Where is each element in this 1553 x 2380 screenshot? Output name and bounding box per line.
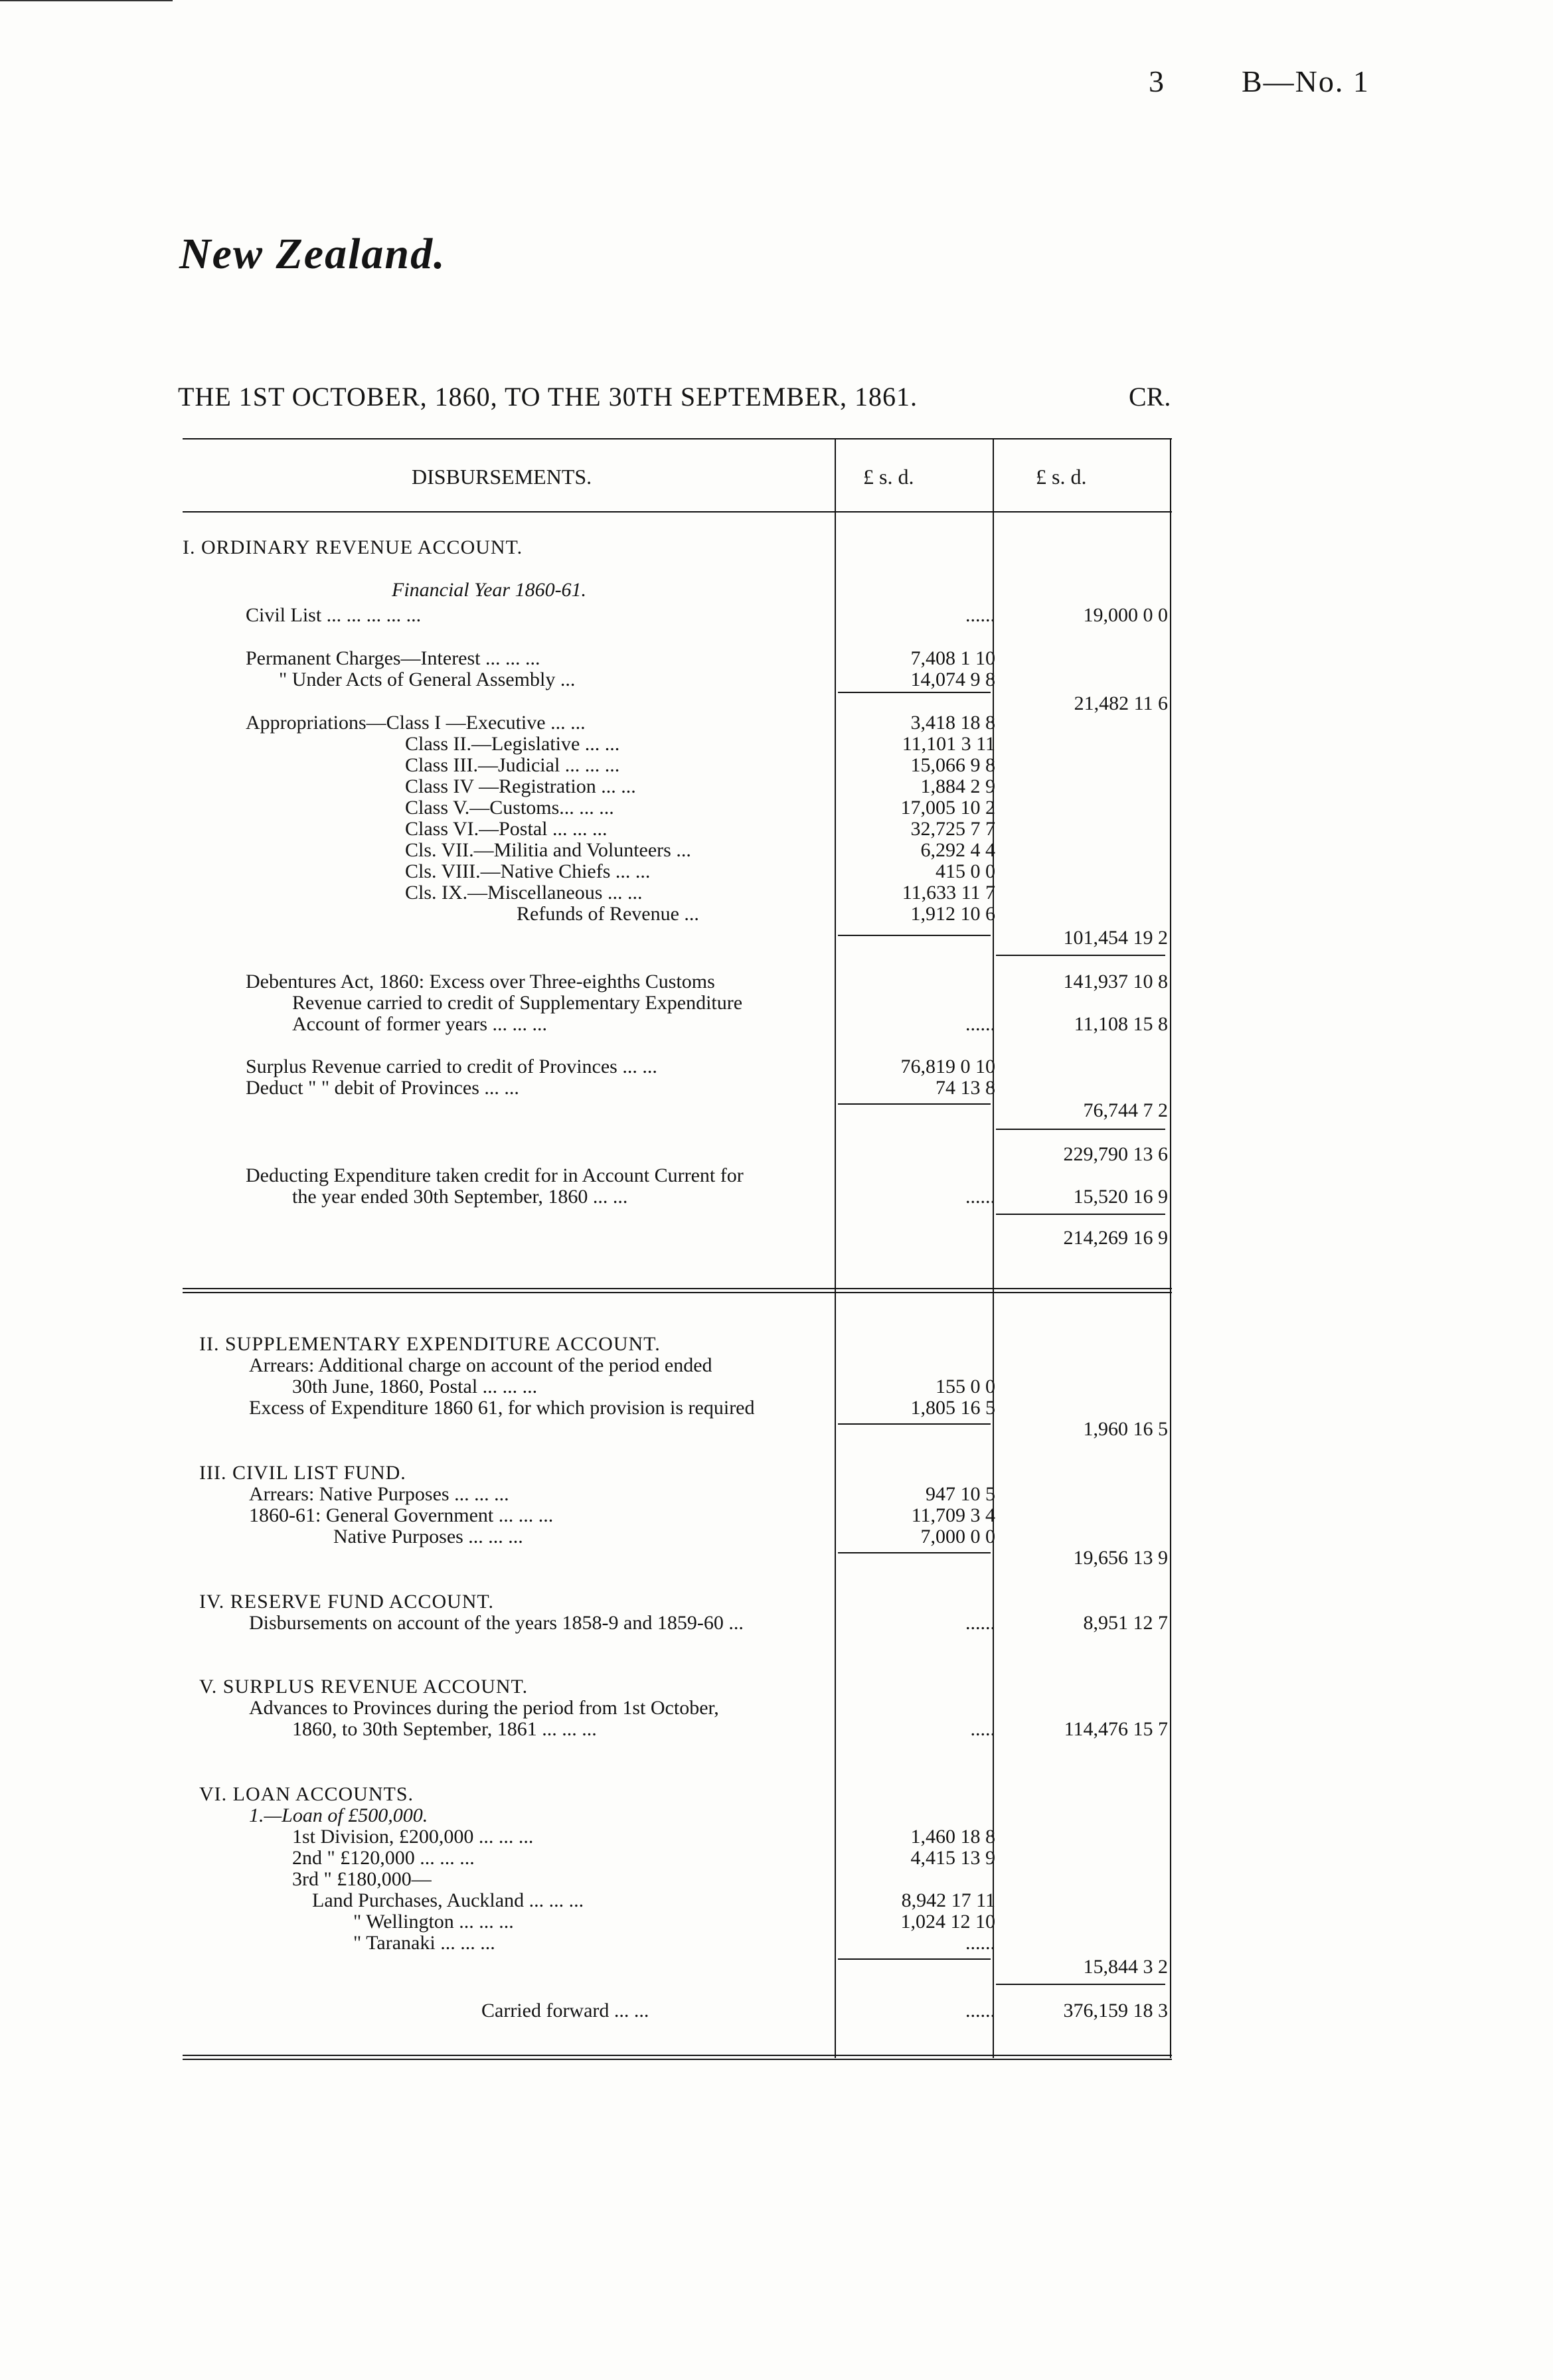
section-title-ordinary-revenue: I. ORDINARY REVENUE ACCOUNT. xyxy=(183,536,523,558)
surplus-acct-col2: 114,476 15 7 xyxy=(1064,1718,1168,1740)
surplus-sum-rule xyxy=(838,1103,991,1105)
header-bottom-rule xyxy=(183,511,1172,513)
approp-value: 6,292 4 4 xyxy=(920,839,995,861)
loan-row: 1st Division, £200,000 ... ... ... xyxy=(292,1826,534,1848)
approp-value: 3,418 18 8 xyxy=(910,712,995,734)
section-title-reserve-fund: IV. RESERVE FUND ACCOUNT. xyxy=(199,1591,495,1613)
supp-line-2-col1: 155 0 0 xyxy=(936,1376,995,1397)
surplus-revenue-col1: 76,819 0 10 xyxy=(900,1056,995,1077)
deducting-line-1: Deducting Expenditure taken credit for in Account Current for xyxy=(246,1164,744,1186)
loan-row: 3rd " £180,000— xyxy=(292,1868,432,1890)
section1-total: 214,269 16 9 xyxy=(1063,1227,1168,1249)
approp-row: Cls. VII.—Militia and Volunteers ... xyxy=(405,839,691,861)
civil-fund-value: 11,709 3 4 xyxy=(911,1504,995,1526)
approp-value: 415 0 0 xyxy=(936,860,995,882)
loan-value: 8,942 17 11 xyxy=(901,1889,995,1911)
permanent-sum-rule xyxy=(838,692,991,693)
supp-line-2: 30th June, 1860, Postal ... ... ... xyxy=(292,1376,538,1397)
section1-total-rule xyxy=(996,1214,1165,1215)
loan-value: 1,024 12 10 xyxy=(900,1911,995,1933)
surplus-acct-col1: ..... xyxy=(970,1718,995,1740)
subtotal-2: 229,790 13 6 xyxy=(1063,1143,1168,1165)
section-separator-rule-2 xyxy=(183,1292,1172,1293)
approp-value: 11,101 3 11 xyxy=(902,733,995,755)
page-number: 3 xyxy=(1149,64,1164,98)
civil-list-col2: 19,000 0 0 xyxy=(1083,604,1168,626)
title-rule xyxy=(0,0,173,1)
civil-fund-value: 7,000 0 0 xyxy=(920,1526,995,1547)
civil-list-col1: ...... xyxy=(965,604,995,626)
loan-value: 1,460 18 8 xyxy=(910,1826,995,1848)
carried-forward-label: Carried forward ... ... xyxy=(481,2000,649,2022)
debentures-col1: ...... xyxy=(965,1013,995,1035)
document-reference: B—No. 1 xyxy=(1242,64,1370,98)
reserve-line: Disbursements on account of the years 1858-9 and 1859-60 ... xyxy=(249,1612,744,1634)
reserve-col2: 8,951 12 7 xyxy=(1083,1612,1168,1634)
supp-sum-rule xyxy=(838,1423,991,1425)
deducting-col2: 15,520 16 9 xyxy=(1073,1186,1168,1208)
loan-row: 2nd " £120,000 ... ... ... xyxy=(292,1847,475,1869)
surplus-acct-line-1: Advances to Provinces during the period from 1st October, xyxy=(249,1697,719,1719)
civil-fund-row: Arrears: Native Purposes ... ... ... xyxy=(249,1483,509,1505)
surplus-revenue-label: Surplus Revenue carried to credit of Provinces ... ... xyxy=(246,1056,657,1077)
permanent-acts-label: " Under Acts of General Assembly ... xyxy=(279,669,576,690)
loan-row: " Taranaki ... ... ... xyxy=(353,1932,495,1954)
subtotal1-rule xyxy=(996,955,1165,956)
approp-value: 11,633 11 7 xyxy=(902,882,995,904)
approp-row: Class II.—Legislative ... ... xyxy=(405,733,620,755)
approp-row: Class VI.—Postal ... ... ... xyxy=(405,818,608,840)
deduct-col1: 74 13 8 xyxy=(936,1077,995,1099)
section2-total: 1,960 16 5 xyxy=(1083,1418,1168,1440)
approp-row: Cls. VIII.—Native Chiefs ... ... xyxy=(405,860,651,882)
supp-line-3: Excess of Expenditure 1860 61, for which provision is required xyxy=(249,1397,755,1419)
civil-fund-row: Native Purposes ... ... ... xyxy=(333,1526,523,1547)
carried-forward-total: 376,159 18 3 xyxy=(1063,2000,1168,2022)
deducting-col1: ...... xyxy=(965,1186,995,1208)
loan-value: 4,415 13 9 xyxy=(910,1847,995,1869)
permanent-interest-label: Permanent Charges—Interest ... ... ... xyxy=(246,647,540,669)
civil-fund-sum-rule xyxy=(838,1552,991,1553)
supp-line-1: Arrears: Additional charge on account of the period ended xyxy=(249,1354,712,1376)
approp-row: Class IV —Registration ... ... xyxy=(405,775,636,797)
approp-row: Class V.—Customs... ... ... xyxy=(405,797,614,819)
approp-value: 32,725 7 7 xyxy=(910,818,995,840)
permanent-interest-col1: 7,408 1 10 xyxy=(910,647,995,669)
table-bottom-rule xyxy=(183,2055,1172,2056)
column-header-first-money: £ s. d. xyxy=(863,465,914,489)
loan-row: " Wellington ... ... ... xyxy=(353,1911,514,1933)
loan-value: ...... xyxy=(965,1932,995,1954)
loan-sum-rule xyxy=(838,1958,991,1960)
period-heading: THE 1ST OCTOBER, 1860, TO THE 30TH SEPTEMBER, 1861. xyxy=(178,382,918,412)
section6-total: 15,844 3 2 xyxy=(1083,1956,1168,1978)
approp-value: 1,884 2 9 xyxy=(920,775,995,797)
subtotal-1: 141,937 10 8 xyxy=(1063,971,1168,992)
carried-forward-col1: ...... xyxy=(965,2000,995,2022)
supp-line-3-col1: 1,805 16 5 xyxy=(910,1397,995,1419)
section-title-surplus-revenue: V. SURPLUS REVENUE ACCOUNT. xyxy=(199,1676,529,1698)
column-header-disbursements: DISBURSEMENTS. xyxy=(412,465,592,489)
surplus-net: 76,744 7 2 xyxy=(1083,1099,1168,1121)
civil-fund-value: 947 10 5 xyxy=(926,1483,995,1505)
approp-row: Refunds of Revenue ... xyxy=(517,903,699,925)
debentures-line-2: Revenue carried to credit of Supplementary Expenditure xyxy=(292,992,743,1014)
section3-total: 19,656 13 9 xyxy=(1073,1547,1168,1569)
carried-rule xyxy=(996,1984,1165,1985)
surplus-acct-line-2: 1860, to 30th September, 1861 ... ... ... xyxy=(292,1718,597,1740)
column-divider-1 xyxy=(835,438,836,2058)
debentures-line-3: Account of former years ... ... ... xyxy=(292,1013,548,1035)
loan-row: Land Purchases, Auckland ... ... ... xyxy=(312,1889,584,1911)
civil-fund-row: 1860-61: General Government ... ... ... xyxy=(249,1504,554,1526)
civil-list-label: Civil List ... ... ... ... ... xyxy=(246,604,422,626)
table-top-rule xyxy=(183,438,1172,439)
approp-row: Class III.—Judicial ... ... ... xyxy=(405,754,620,776)
permanent-total: 21,482 11 6 xyxy=(1074,692,1168,714)
approp-row: Appropriations—Class I —Executive ... ... xyxy=(246,712,586,734)
credit-label: CR. xyxy=(1129,382,1171,412)
deduct-label: Deduct " " debit of Provinces ... ... xyxy=(246,1077,519,1099)
subtotal2-rule xyxy=(996,1129,1165,1130)
permanent-acts-col1: 14,074 9 8 xyxy=(910,669,995,690)
deducting-line-2: the year ended 30th September, 1860 ... ... xyxy=(292,1186,628,1208)
debentures-col2: 11,108 15 8 xyxy=(1074,1013,1168,1035)
approp-row: Cls. IX.—Miscellaneous ... ... xyxy=(405,882,643,904)
approp-total: 101,454 19 2 xyxy=(1063,927,1168,949)
section-title-supplementary: II. SUPPLEMENTARY EXPENDITURE ACCOUNT. xyxy=(199,1333,661,1355)
column-divider-3 xyxy=(1170,438,1171,2058)
approp-value: 15,066 9 8 xyxy=(910,754,995,776)
reserve-col1: ...... xyxy=(965,1612,995,1634)
financial-year-label: Financial Year 1860-61. xyxy=(392,579,587,601)
section-title-civil-list-fund: III. CIVIL LIST FUND. xyxy=(199,1462,406,1484)
debentures-line-1: Debentures Act, 1860: Excess over Three-eighths Customs xyxy=(246,971,715,992)
approp-value: 17,005 10 2 xyxy=(900,797,995,819)
column-header-second-money: £ s. d. xyxy=(1036,465,1087,489)
table-bottom-rule-2 xyxy=(183,2059,1172,2060)
approp-sum-rule xyxy=(838,935,991,936)
section-title-loan-accounts: VI. LOAN ACCOUNTS. xyxy=(199,1783,414,1805)
approp-value: 1,912 10 6 xyxy=(910,903,995,925)
page-title: New Zealand. xyxy=(179,230,446,278)
loan-heading: 1.—Loan of £500,000. xyxy=(249,1804,428,1826)
section-separator-rule xyxy=(183,1288,1172,1289)
